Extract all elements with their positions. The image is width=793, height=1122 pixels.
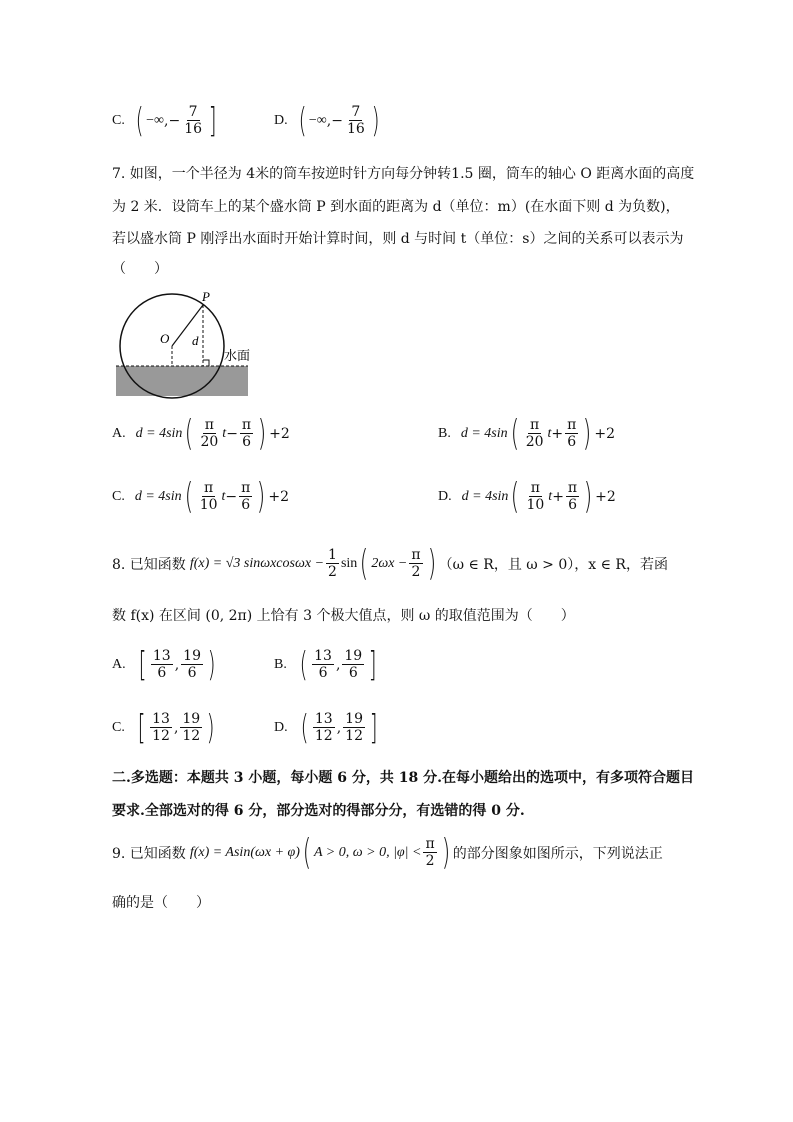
q6-d-fraction: $\frac{7}{16}$ [346, 104, 365, 137]
q9-suffix: 的部分图象如图所示，下列说法正 [452, 845, 663, 862]
q7-sign: − [225, 488, 238, 505]
q7-option-coef: d = 4sin [460, 425, 508, 441]
q7-open-paren: ( [510, 412, 519, 454]
q7-option-label: A. [112, 425, 126, 441]
q8-option-label: A. [112, 656, 126, 672]
right-angle-mark [203, 360, 209, 366]
q7-sign: − [226, 425, 238, 442]
q8-sin: sin [340, 555, 358, 571]
q7-line1: 7. 如图，一个半径为 4米的筒车按逆时针方向每分钟转1.5 圈，筒车的轴心 O 距离水面的高度 [112, 166, 695, 182]
q6-option-d-label: D. [274, 112, 288, 128]
q8-prefix: 8. 已知函数 [112, 556, 186, 573]
q7-close-paren: ) [583, 475, 593, 517]
q7-frac1: $\frac{\pi}{10}$ [526, 480, 545, 513]
q7-option-label: D. [438, 488, 452, 504]
q6-option-d[interactable]: D. ( −∞ ,− $\frac{7}{16}$ ) [274, 100, 380, 141]
q6-d-close-paren: ) [371, 100, 380, 141]
q7-frac2: $\frac{\pi}{6}$ [241, 480, 251, 513]
water-region [116, 366, 248, 396]
section2-line1: 二.多选题：本题共 3 小题，每小题 6 分，共 18 分.在每小题给出的选项中，有多项符合题目 [112, 770, 694, 786]
q8-frac-a: $\frac{13}{6}$ [314, 648, 332, 681]
q8-close-bracket: ] [368, 644, 377, 685]
q6-c-open-paren: ( [135, 100, 144, 141]
q8-option-d[interactable]: D. ( $\frac{13}{12}$ , $\frac{19}{12}$ ] [274, 707, 378, 748]
q7-close-paren: ) [583, 412, 592, 454]
q7-line3: 若以盛水筒 P 刚浮出水面时开始计算时间，则 d 与时间 t（单位：s）之间的关系可以表示为 [112, 231, 684, 247]
q8-close-paren: ) [427, 542, 436, 584]
q7-open-paren: ( [185, 412, 194, 454]
waterwheel-figure [110, 288, 270, 400]
q8-open-bracket: [ [138, 644, 147, 685]
q7-sign: + [552, 488, 564, 505]
q6-d-open-paren: ( [298, 100, 307, 141]
q8-option-b[interactable]: B. ( $\frac{13}{6}$ , $\frac{19}{6}$ ] [274, 644, 377, 685]
q7-tail: +2 [595, 488, 616, 505]
q6-c-left: −∞ [146, 112, 164, 128]
q7-close-paren: ) [257, 412, 267, 454]
q7-option-label: C. [112, 488, 125, 504]
q7-option-c[interactable]: C. d = 4sin ( $\frac{\pi}{10}$ t − $\frac{\pi}{6}$ ) +2 [112, 475, 290, 517]
q7-frac2: $\frac{\pi}{6}$ [567, 417, 577, 450]
q9-close-paren: ) [441, 831, 450, 873]
q7-sign: + [551, 425, 564, 442]
label-d: d [192, 333, 199, 348]
q7-open-paren: ( [184, 475, 193, 517]
q8-frac-a: $\frac{13}{12}$ [152, 711, 170, 744]
q9-condition: A > 0, ω > 0, |φ| < [314, 844, 422, 860]
q9-func: f(x) = Asin(ωx + φ) [189, 844, 300, 860]
q6-option-c-label: C. [112, 112, 125, 128]
q7-option-b[interactable]: B. d = 4sin ( $\frac{\pi}{20}$ t + $\frac{\pi}{6}$ ) +2 [438, 412, 616, 454]
q8-open-paren: ( [360, 542, 369, 584]
q8-condition: （ω ∈ R，且 ω > 0），x ∈ R，若函 [438, 556, 668, 573]
q7-option-coef: d = 4sin [134, 488, 182, 504]
q8-close-bracket: ] [369, 707, 378, 748]
q8-pi-fraction: $\frac{\pi}{2}$ [411, 547, 421, 580]
q7-close-paren: ) [257, 475, 266, 517]
q8-frac-a: $\frac{13}{6}$ [152, 648, 171, 681]
q9-stem-line2: 确的是（ ） [112, 895, 210, 911]
q7-open-paren: ( [511, 475, 520, 517]
q7-frac1: $\frac{\pi}{20}$ [525, 417, 544, 450]
q7-option-a[interactable]: A. d = 4sin ( $\frac{\pi}{20}$ t − $\frac{\pi}{6}$ ) +2 [112, 412, 290, 454]
q6-c-close-bracket: ] [208, 100, 217, 141]
q8-stem-line2: 数 f(x) 在区间 (0, 2π) 上恰有 3 个极大值点，则 ω 的取值范围为（ ） [112, 608, 575, 624]
q8-frac-b: $\frac{19}{12}$ [345, 711, 363, 744]
q8-func: f(x) = √3 sinωxcosωx − [189, 555, 325, 571]
q6-option-c[interactable]: C. ( −∞ ,− $\frac{7}{16}$ ] [112, 100, 217, 141]
q7-tail: +2 [268, 488, 290, 505]
q7-tail: +2 [594, 425, 616, 442]
q9-prefix: 9. 已知函数 [112, 845, 186, 862]
q8-frac-b: $\frac{19}{6}$ [183, 648, 201, 681]
q7-frac1: $\frac{\pi}{10}$ [199, 480, 218, 513]
q8-option-c[interactable]: C. [ $\frac{13}{12}$ , $\frac{19}{12}$ ) [112, 707, 215, 748]
q7-frac2: $\frac{\pi}{6}$ [241, 417, 252, 450]
q7-line4: （ ） [112, 261, 168, 277]
q8-open-bracket: ( [299, 644, 308, 685]
q7-option-coef: d = 4sin [461, 488, 509, 504]
q8-close-bracket: ) [206, 707, 215, 748]
q8-inner: 2ωx − [371, 555, 408, 571]
q8-close-bracket: ) [207, 644, 216, 685]
q7-frac1: $\frac{\pi}{20}$ [200, 417, 219, 450]
q7-tail: +2 [269, 425, 290, 442]
section2-line2: 要求.全部选对的得 6 分，部分选对的得部分分，有选错的得 0 分. [112, 803, 525, 819]
q8-option-label: D. [274, 719, 288, 735]
q6-d-left: −∞ [308, 112, 327, 128]
q8-open-bracket: ( [300, 707, 309, 748]
q7-frac2: $\frac{\pi}{6}$ [567, 480, 578, 513]
q8-option-a[interactable]: A. [ $\frac{13}{6}$ , $\frac{19}{6}$ ) [112, 644, 216, 685]
q7-option-label: B. [438, 425, 451, 441]
q8-option-label: C. [112, 719, 125, 735]
q9-open-paren: ( [302, 831, 312, 873]
q8-frac-b: $\frac{19}{6}$ [344, 648, 363, 681]
label-O: O [160, 331, 170, 346]
q8-half-fraction: $\frac{1}{2}$ [328, 547, 337, 580]
q7-option-coef: d = 4sin [135, 425, 183, 441]
q9-pi-fraction: $\frac{\pi}{2}$ [425, 836, 435, 869]
q8-stem-line1 [112, 542, 668, 584]
q9-stem-line1 [112, 831, 663, 873]
q8-frac-b: $\frac{19}{12}$ [182, 711, 201, 744]
label-P: P [202, 289, 210, 304]
q8-option-label: B. [274, 656, 287, 672]
q6-c-fraction: $\frac{7}{16}$ [184, 104, 203, 137]
label-water: 水面 [224, 349, 251, 364]
q8-open-bracket: [ [137, 707, 146, 748]
q7-option-d[interactable]: D. d = 4sin ( $\frac{\pi}{10}$ t + $\frac{\pi}{6}$ ) +2 [438, 475, 616, 517]
q8-frac-a: $\frac{13}{12}$ [314, 711, 333, 744]
q7-line2: 为 2 米．设筒车上的某个盛水筒 P 到水面的距离为 d（单位：m）(在水面下则 d 为负数)， [112, 199, 680, 215]
